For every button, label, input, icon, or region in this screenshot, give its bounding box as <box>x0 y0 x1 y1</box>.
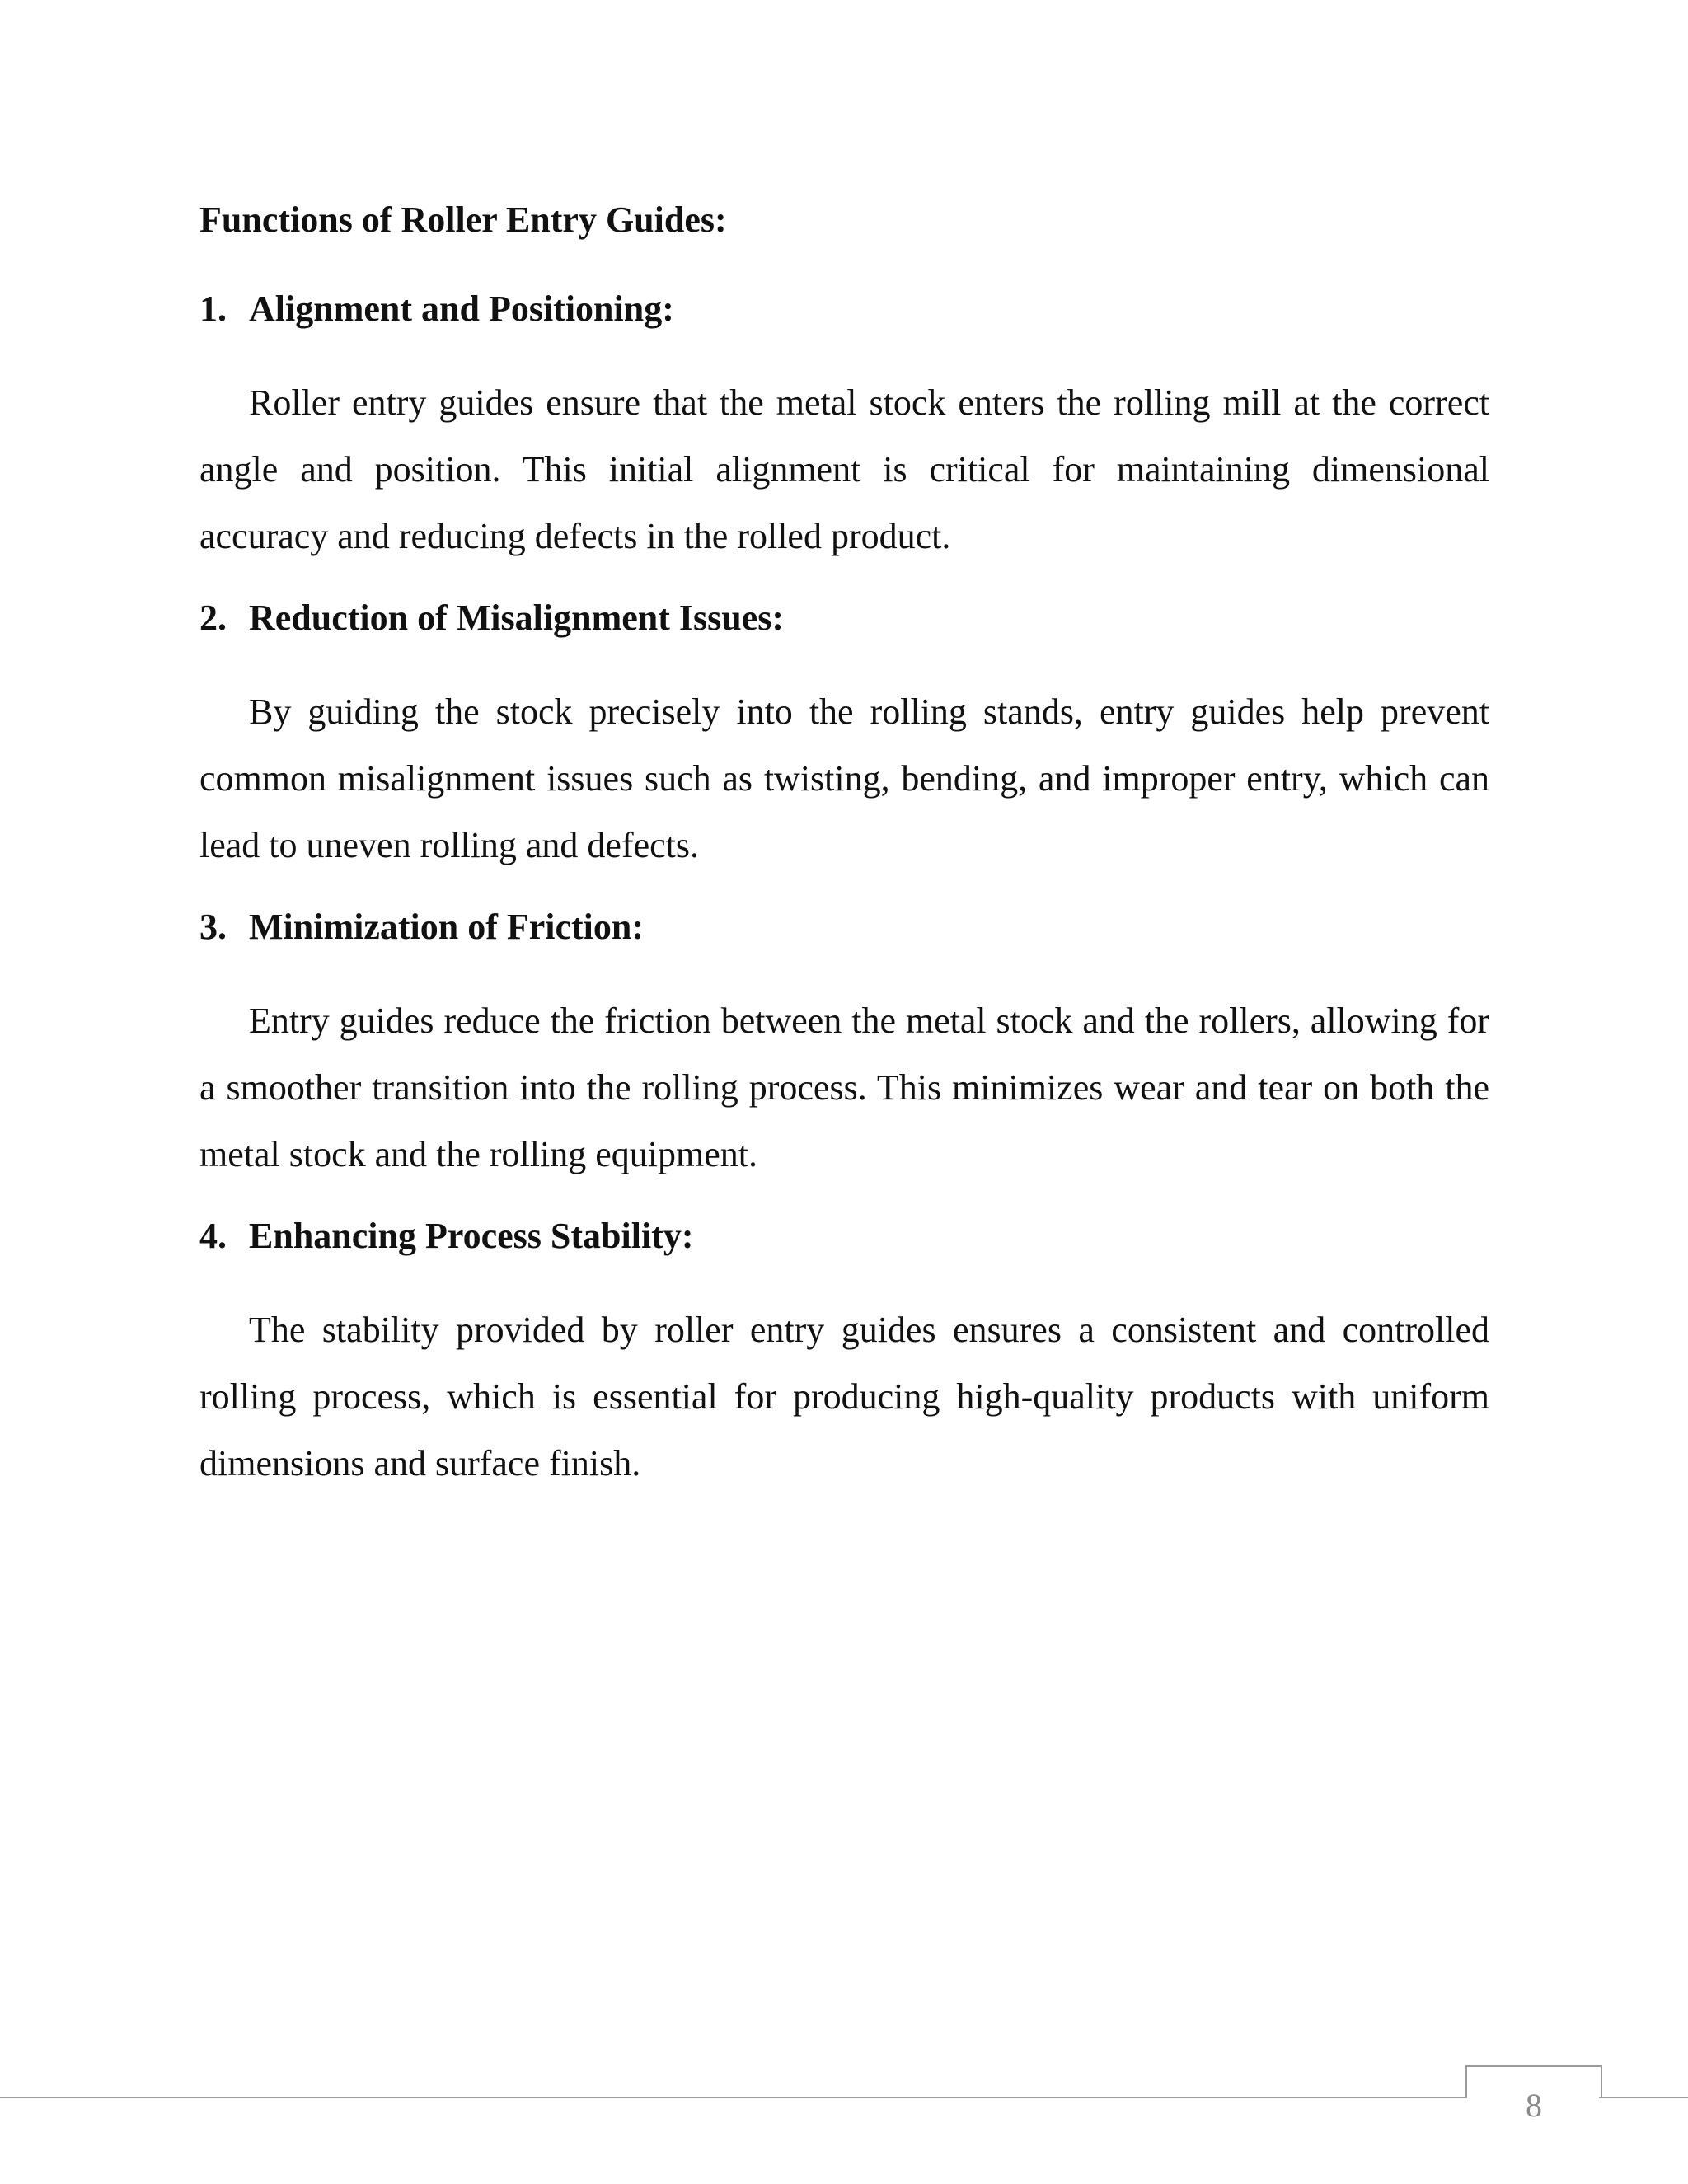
footer-rule-right <box>1599 2097 1688 2098</box>
section-paragraph-stability: The stability provided by roller entry guides ensures a consistent and controlled rolling process, which is essential for producing high-quality products with uniform dimensions and surface finish. <box>199 1310 1489 1483</box>
document-heading: Functions of Roller Entry Guides: <box>199 199 727 240</box>
section-number: 4. <box>199 1216 227 1256</box>
section-number: 2. <box>199 598 227 638</box>
section-number: 1. <box>199 288 227 329</box>
section-number: 3. <box>199 907 227 947</box>
page-content <box>199 196 1489 1521</box>
section-title: Enhancing Process Stability: <box>249 1216 694 1256</box>
section-paragraph-friction: Entry guides reduce the friction between the metal stock and the rollers, allowing for a smoother transition into the rolling process. This minimizes wear and tear on both the metal stock and the rolling equipment. <box>199 1001 1489 1174</box>
section-heading-misalignment <box>199 594 1489 642</box>
section-paragraph-alignment: Roller entry guides ensure that the metal stock enters the rolling mill at the correct angle and position. This initial alignment is critical for maintaining dimensional accuracy and reducing defects in the rolled product. <box>199 382 1489 556</box>
section-paragraph-misalignment: By guiding the stock precisely into the rolling stands, entry guides help prevent common misalignment issues such as twisting, bending, and improper entry, which can lead to uneven rolling and defects. <box>199 691 1489 865</box>
section-title: Reduction of Misalignment Issues: <box>249 598 785 638</box>
section-title: Alignment and Positioning: <box>249 288 674 329</box>
section-heading-alignment <box>199 285 1489 333</box>
page-number: 8 <box>1526 2087 1542 2124</box>
section-heading-friction <box>199 903 1489 951</box>
section-heading-stability <box>199 1212 1489 1260</box>
footer-rule-left <box>0 2097 1467 2098</box>
section-title: Minimization of Friction: <box>249 907 645 947</box>
